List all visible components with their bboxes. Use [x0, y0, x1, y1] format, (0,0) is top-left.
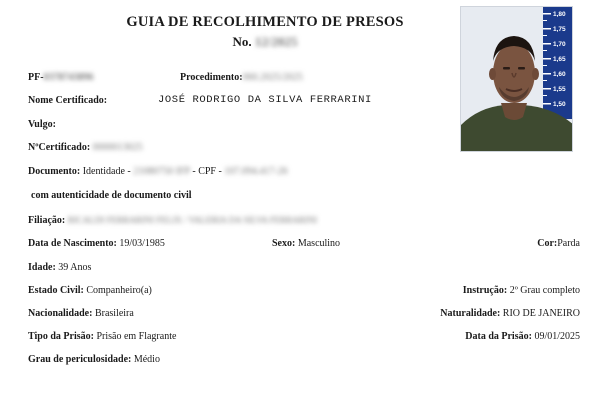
naturalidade-value: RIO DE JANEIRO	[502, 308, 580, 319]
scale-mark: 1,60	[553, 71, 566, 78]
nome-value: JOSÉ RODRIGO DA SILVA FERRARINI	[158, 94, 372, 106]
estado-civil-row	[28, 285, 152, 297]
documento-prefix: Identidade -	[82, 166, 131, 177]
data-prisao-label: Data da Prisão:	[465, 331, 532, 342]
idade-value: 39 Anos	[58, 262, 92, 273]
pf-label: PF-	[28, 72, 44, 83]
idade-label: Idade:	[28, 262, 56, 273]
number-prefix: No.	[232, 34, 252, 49]
identidade-value: 21080750 IFP	[133, 166, 190, 177]
estado-civil-value: Companheiro(a)	[86, 285, 152, 296]
scale-mark: 1,65	[553, 56, 566, 63]
document-title: GUIA DE RECOLHIMENTO DE PRESOS	[126, 14, 404, 30]
nome-row	[28, 95, 107, 107]
ncertificado-row	[28, 142, 143, 154]
estado-civil-label: Estado Civil:	[28, 285, 84, 296]
periculosidade-label: Grau de periculosidade:	[28, 354, 132, 365]
periculosidade-row	[28, 354, 160, 366]
cpf-value: 107.094.417-26	[224, 166, 288, 177]
pf-value: 0378743896	[43, 72, 94, 83]
cor-label: Cor:	[537, 238, 558, 249]
procedimento-value: 060.2025/2025	[242, 72, 303, 83]
tipo-prisao-label: Tipo da Prisão:	[28, 331, 94, 342]
tipo-prisao-value: Prisão em Flagrante	[96, 331, 177, 342]
documento-label: Documento:	[28, 166, 81, 177]
instrucao-label: Instrução:	[462, 285, 508, 296]
documento-row	[28, 166, 288, 178]
vulgo-label: Vulgo:	[28, 119, 56, 130]
instrucao-row	[463, 285, 580, 297]
prisoner-photo	[460, 6, 573, 152]
instrucao-value: 2º Grau completo	[509, 285, 580, 296]
periculosidade-value: Médio	[133, 354, 160, 365]
procedimento-row	[180, 72, 303, 84]
guide-number	[100, 34, 430, 50]
idade-row	[28, 262, 91, 274]
naturalidade-label: Naturalidade:	[440, 308, 501, 319]
nascimento-row	[28, 238, 165, 250]
sexo-row	[272, 238, 340, 250]
nacionalidade-row	[28, 308, 134, 320]
nome-label: Nome Certificado:	[28, 95, 108, 106]
data-prisao-value: 09/01/2025	[534, 331, 580, 342]
scale-mark: 1,50	[553, 101, 566, 108]
filiacao-label: Filiação:	[28, 215, 66, 226]
procedimento-label: Procedimento:	[180, 72, 243, 83]
nacionalidade-value: Brasileira	[94, 308, 134, 319]
ncertificado-label: NºCertificado:	[28, 142, 91, 153]
vulgo-row	[28, 119, 56, 131]
nascimento-label: Data de Nascimento:	[28, 238, 117, 249]
nacionalidade-label: Nacionalidade:	[28, 308, 93, 319]
filiacao-value: RICALDI FERRARINI FELIX / VALERIA DA SILVA FERRARINI	[67, 215, 318, 225]
number-value: 12/2025	[254, 34, 298, 49]
autenticidade-note: com autenticidade de documento civil	[31, 190, 192, 201]
cor-value: Parda	[557, 238, 580, 249]
scale-mark: 1,80	[553, 11, 566, 18]
filiacao-row	[28, 214, 317, 227]
sexo-label: Sexo:	[272, 238, 296, 249]
pf-row	[28, 72, 94, 84]
scale-mark: 1,70	[553, 41, 566, 48]
data-prisao-row	[465, 331, 580, 343]
mugshot-image	[461, 7, 573, 152]
naturalidade-row	[440, 308, 580, 320]
ncertificado-value: 0000013025	[92, 142, 143, 153]
cor-row	[537, 238, 580, 250]
sexo-value: Masculino	[297, 238, 341, 249]
cpf-prefix: - CPF -	[192, 166, 222, 177]
tipo-prisao-row	[28, 331, 176, 343]
scale-mark: 1,75	[553, 26, 566, 33]
nascimento-value: 19/03/1985	[119, 238, 165, 249]
scale-mark: 1,55	[553, 86, 566, 93]
